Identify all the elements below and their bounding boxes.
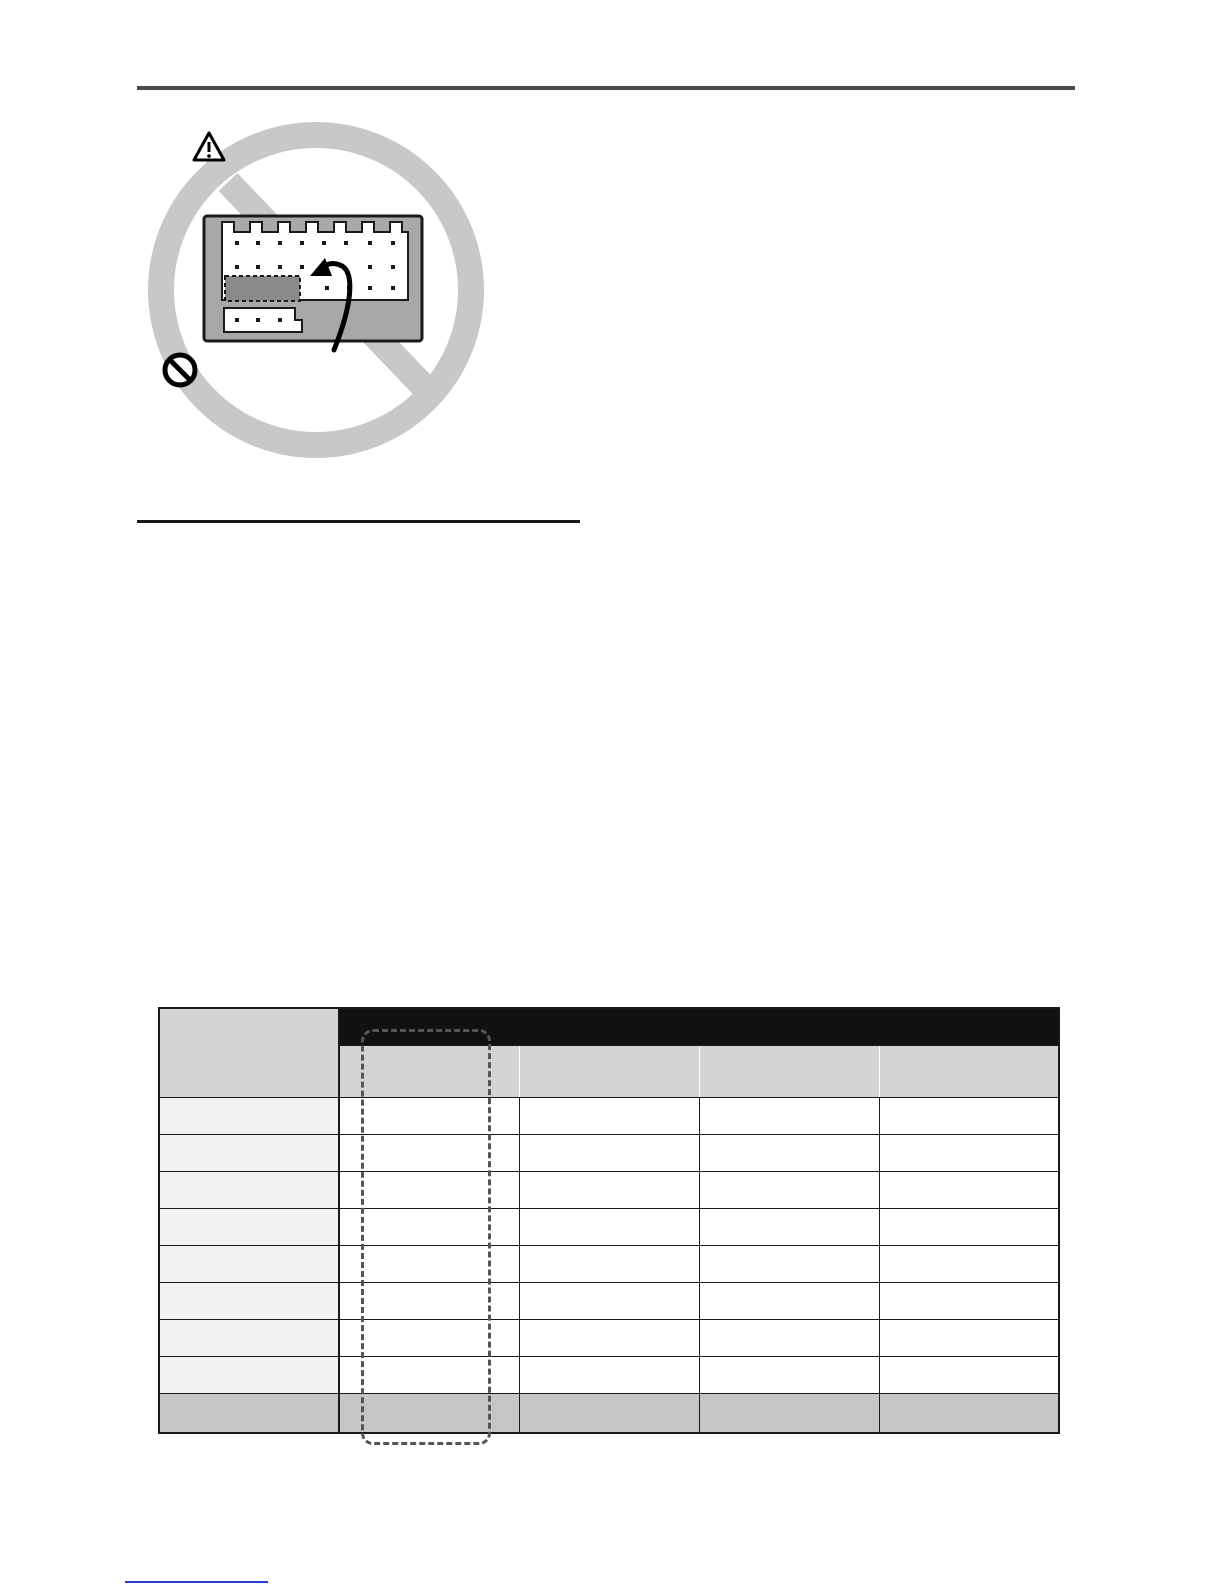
table-corner-cell bbox=[159, 1008, 339, 1098]
table-header-row bbox=[159, 1008, 1059, 1046]
table-cell bbox=[699, 1098, 879, 1135]
column-header bbox=[699, 1046, 879, 1098]
table-cell bbox=[519, 1098, 699, 1135]
table-cell bbox=[879, 1135, 1059, 1172]
table-cell bbox=[519, 1209, 699, 1246]
row-header bbox=[159, 1246, 339, 1283]
table-cell bbox=[879, 1283, 1059, 1320]
table-cell bbox=[879, 1172, 1059, 1209]
column-header bbox=[519, 1046, 699, 1098]
table-cell bbox=[519, 1320, 699, 1357]
table-row bbox=[159, 1209, 1059, 1246]
row-header bbox=[159, 1135, 339, 1172]
prohibited-icon bbox=[165, 355, 195, 385]
table-cell bbox=[879, 1246, 1059, 1283]
table-cell bbox=[699, 1209, 879, 1246]
table-cell bbox=[519, 1135, 699, 1172]
table-cell bbox=[699, 1357, 879, 1394]
section-rule bbox=[137, 520, 580, 523]
table-row bbox=[159, 1320, 1059, 1357]
table-row bbox=[159, 1283, 1059, 1320]
warning-icon bbox=[194, 133, 224, 160]
table-row bbox=[159, 1357, 1059, 1394]
table-cell bbox=[699, 1172, 879, 1209]
row-header bbox=[159, 1172, 339, 1209]
table-row bbox=[159, 1172, 1059, 1209]
table-cell bbox=[879, 1320, 1059, 1357]
table-row bbox=[159, 1098, 1059, 1135]
row-header bbox=[159, 1098, 339, 1135]
table-cell bbox=[519, 1357, 699, 1394]
table-row bbox=[159, 1246, 1059, 1283]
table-cell bbox=[519, 1283, 699, 1320]
table-cell bbox=[699, 1283, 879, 1320]
table-cell bbox=[699, 1246, 879, 1283]
table-cell bbox=[699, 1394, 879, 1434]
prohibition-illustration bbox=[140, 110, 500, 470]
footer-link-underline[interactable] bbox=[125, 1581, 268, 1583]
row-header bbox=[159, 1283, 339, 1320]
table-cell bbox=[879, 1209, 1059, 1246]
table-cell bbox=[519, 1394, 699, 1434]
table-cell bbox=[699, 1320, 879, 1357]
table-cell bbox=[879, 1357, 1059, 1394]
row-header bbox=[159, 1209, 339, 1246]
table-cell bbox=[879, 1394, 1059, 1434]
table-total-row bbox=[159, 1394, 1059, 1434]
specification-table bbox=[158, 1007, 1060, 1434]
column-header bbox=[879, 1046, 1059, 1098]
top-rule bbox=[137, 86, 1075, 90]
table-cell bbox=[519, 1172, 699, 1209]
table-row bbox=[159, 1135, 1059, 1172]
column-highlight-dashed-box bbox=[361, 1029, 491, 1445]
table-cell bbox=[519, 1246, 699, 1283]
table-cell bbox=[879, 1098, 1059, 1135]
table-cell bbox=[699, 1135, 879, 1172]
row-header bbox=[159, 1320, 339, 1357]
row-header bbox=[159, 1357, 339, 1394]
row-header bbox=[159, 1394, 339, 1434]
connector-block bbox=[204, 216, 422, 341]
